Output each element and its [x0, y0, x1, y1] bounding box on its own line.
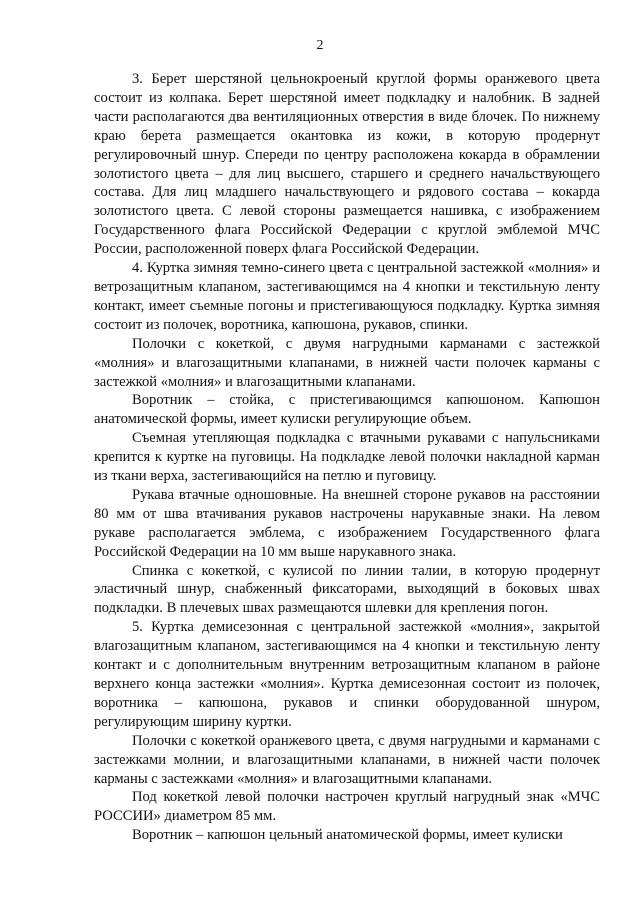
paragraph-hood-collar: Воротник – капюшон цельный анатомической формы, имеет кулиски — [132, 827, 563, 844]
paragraph-beret: 3. Берет шерстяной цельнокроеный круглой формы оранжевого цвета состоит из колпака. Берет шерстяной имеет подкладку и налобник. В задней части располагаются два вентиляционных отверстия в виде блочек. По нижнему краю берета размещается окантовка из кожи, в которую продернут регулировочный шнур. Спереди по центру расположена кокарда в обрамлении золотистого цвета – для лиц высшего, старшего и среднего начальствующего состава. Для лиц младшего начальствующего и рядового состава – кокарда золотистого цвета. С левой стороны размещается нашивка, с изображением Государственного флага Российской Федерации с круглой эмблемой МЧС России, расположенной поверх флага Российской Федерации. — [94, 71, 600, 258]
document-body — [94, 70, 600, 845]
paragraph-collar: Воротник – стойка, с пристегивающимся капюшоном. Капюшон анатомической формы, имеет кулиски регулирующие объем. — [94, 392, 600, 428]
paragraph-chest-badge: Под кокеткой левой полочки настрочен круглый нагрудный знак «МЧС РОССИИ» диаметром 85 мм. — [94, 789, 600, 825]
page-number: 2 — [316, 38, 324, 53]
paragraph-front-panels: Полочки с кокеткой, с двумя нагрудными карманами с застежкой «молния» и влагозащитными клапанами, в нижней части полочек карманы с застежкой «молния» и влагозащитными клапанами. — [94, 335, 600, 390]
paragraph-winter-jacket: 4. Куртка зимняя темно-синего цвета с центральной застежкой «молния» и ветрозащитным клапаном, застегивающимся на 4 кнопки и текстильную ленту контакт, имеет съемные погоны и пристегивающуюся подкладку. Куртка зимняя состоит из полочек, воротника, капюшона, рукавов, спинки. — [94, 260, 600, 333]
paragraph-demiseason-jacket: 5. Куртка демисезонная с центральной застежкой «молния», закрытой влагозащитным клапаном, застегивающимся на 4 кнопки и текстильную ленту контакт и с дополнительным внутренним ветрозащитным клапаном в районе верхнего конца застежки «молния». Куртка демисезонная состоит из полочек, воротника – капюшона, рукавов и спинки оборудованной шнуром, регулирующим ширину куртки. — [94, 619, 600, 730]
paragraph-sleeves: Рукава втачные одношовные. На внешней стороне рукавов на расстоянии 80 мм от шва втачивания рукавов настрочены нарукавные знаки. На левом рукаве располагается эмблема, с изображением Государственного флага Российской Федерации на 10 мм выше нарукавного знака. — [94, 486, 600, 560]
paragraph-back: Спинка с кокеткой, с кулисой по линии талии, в которую продернут эластичный шнур, снабженный фиксаторами, выходящий в боковых швах подкладки. В плечевых швах размещаются шлевки для крепления погон. — [94, 562, 600, 617]
paragraph-demiseason-front-panels: Полочки с кокеткой оранжевого цвета, с двумя нагрудными и карманами с застежками молнии, и влагозащитными клапанами, в нижней части полочек карманы с застежками «молния» и влагозащитными клапанами. — [94, 732, 600, 787]
paragraph-lining: Съемная утепляющая подкладка с втачными рукавами с напульсниками крепится к куртке на пуговицы. На подкладке левой полочки накладной карман из ткани верха, застегивающийся на петлю и пуговицу. — [94, 430, 600, 485]
